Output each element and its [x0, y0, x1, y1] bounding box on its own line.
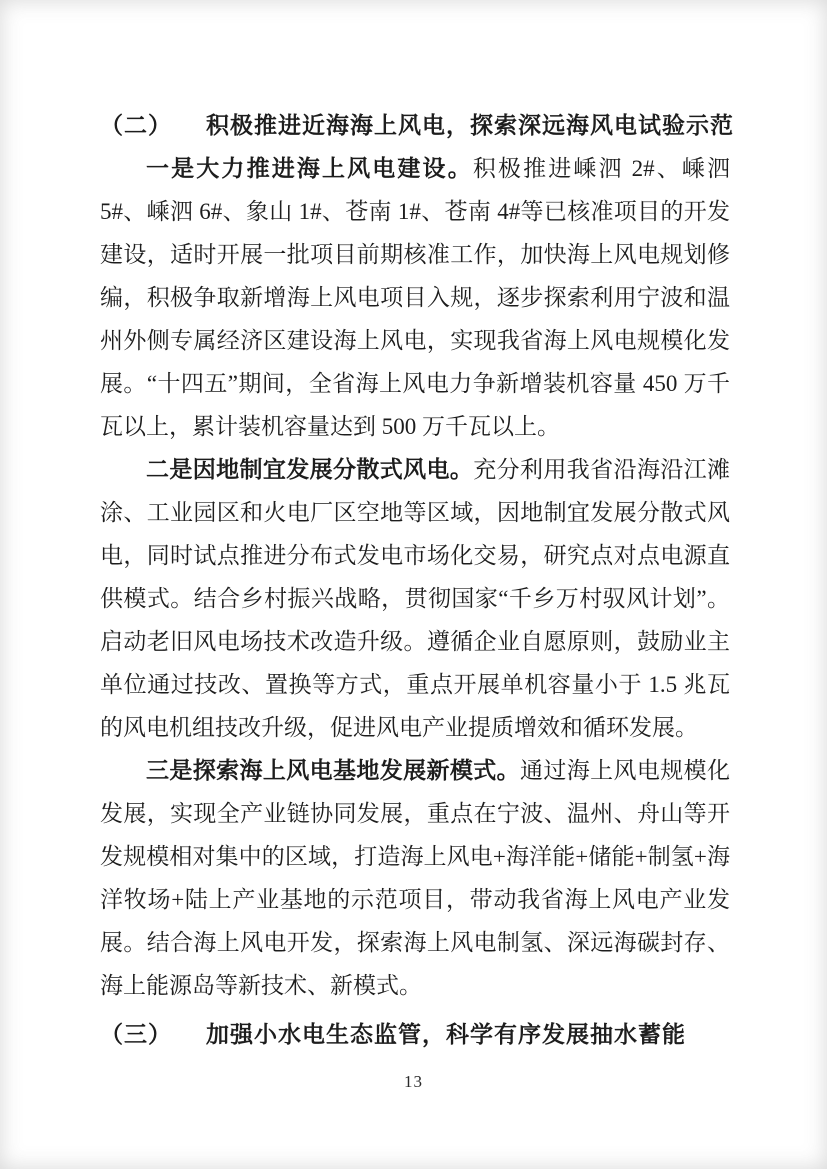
- paragraph-distributed-wind: [100, 448, 730, 749]
- section-title: 积极推进近海海上风电，探索深远海风电试验示范: [206, 113, 734, 138]
- paragraph-offshore-wind-base: [100, 749, 730, 1007]
- section-heading-3: [100, 1013, 730, 1056]
- paragraph-lead: 二是因地制宜发展分散式风电。: [146, 457, 474, 482]
- paragraph-text: 通过海上风电规模化发展，实现全产业链协同发展，重点在宁波、温州、舟山等开发规模相对集中的区域，打造海上风电+海洋能+储能+制氢+海洋牧场+陆上产业基地的示范项目，带动我省海上风电产业发展。结合海上风电开发，探索海上风电制氢、深远海碳封存、海上能源岛等新技术、新模式。: [100, 758, 730, 998]
- paragraph-text: 积极推进嵊泗 2#、嵊泗 5#、嵊泗 6#、象山 1#、苍南 1#、苍南 4#等已核准项目的开发建设，适时开展一批项目前期核准工作，加快海上风电规划修编，积极争取新增海上风电项目入规，逐步探索利用宁波和温州外侧专属经济区建设海上风电，实现我省海上风电规模化发展。“十四五”期间，全省海上风电力争新增装机容量 450 万千瓦以上，累计装机容量达到 500 万千瓦以上。: [100, 156, 731, 439]
- section-number: （二）: [100, 113, 172, 138]
- paragraph-lead: 三是探索海上风电基地发展新模式。: [146, 758, 520, 783]
- section-number: （三）: [100, 1022, 172, 1047]
- page-number: 13: [404, 1072, 423, 1091]
- section-title: 加强小水电生态监管，科学有序发展抽水蓄能: [206, 1022, 686, 1047]
- document-body: [100, 104, 734, 1056]
- paragraph-lead: 一是大力推进海上风电建设。: [146, 156, 473, 181]
- paragraph-text: 充分利用我省沿海沿江滩涂、工业园区和火电厂区空地等区域，因地制宜发展分散式风电，同时试点推进分布式发电市场化交易，研究点对点电源直供模式。结合乡村振兴战略，贯彻国家“千乡万村驭风计划”。启动老旧风电场技术改造升级。遵循企业自愿原则，鼓励业主单位通过技改、置换等方式，重点开展单机容量小于 1.5 兆瓦的风电机组技改升级，促进风电产业提质增效和循环发展。: [100, 457, 730, 740]
- section-heading-2: [100, 104, 734, 147]
- paragraph-offshore-wind-construction: [100, 147, 730, 448]
